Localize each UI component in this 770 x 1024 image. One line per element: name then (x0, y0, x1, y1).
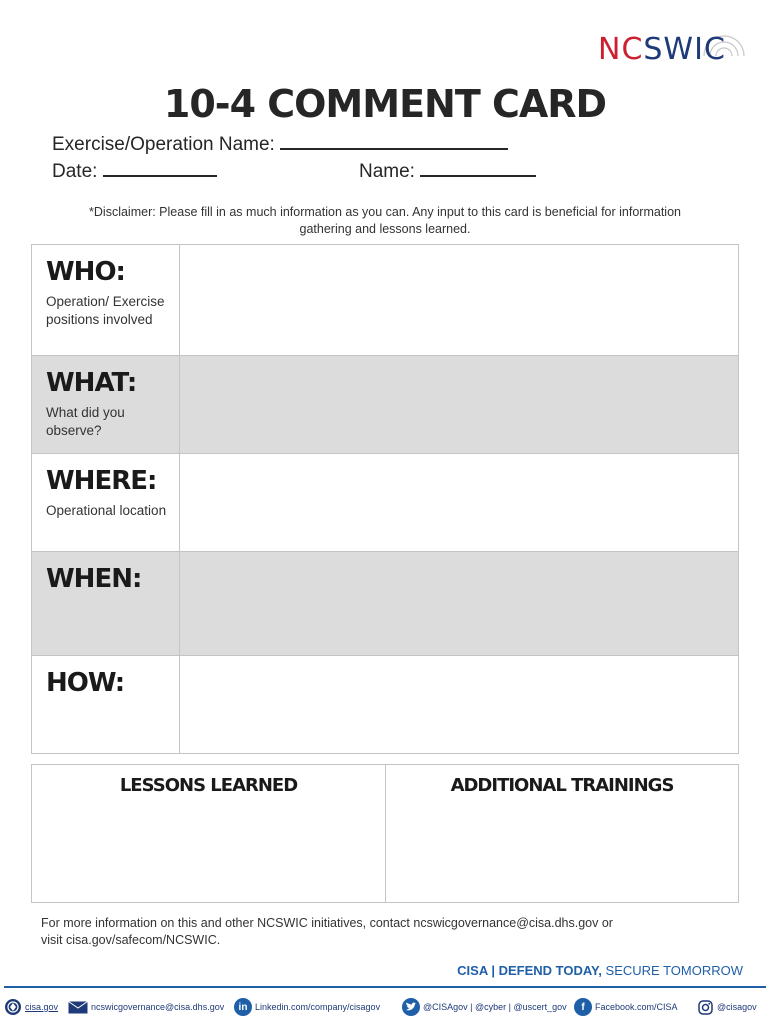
row-heading: WHAT: (46, 368, 137, 398)
exercise-name-blank[interactable] (280, 134, 508, 150)
row-subtext: What did you observe? (46, 405, 125, 438)
exercise-name-label: Exercise/Operation Name: (52, 134, 275, 155)
more-info-text: For more information on this and other NCSWIC initiatives, contact ncswicgovernance@cisa.dhs.gov or visit cisa.gov/safecom/NCSWIC. (41, 916, 613, 947)
lessons-learned-heading: LESSONS LEARNED (119, 775, 298, 796)
twitter-bird-icon (402, 998, 420, 1016)
cisa-seal-icon (4, 998, 22, 1016)
additional-trainings-cell[interactable] (386, 765, 738, 902)
row-how-label-cell (32, 656, 180, 753)
date-blank[interactable] (103, 161, 217, 177)
footer-site-link[interactable]: cisa.gov (4, 996, 58, 1018)
footer-facebook-link[interactable]: f Facebook.com/CISA (574, 996, 678, 1018)
footer-email-link[interactable]: ncswicgovernance@cisa.dhs.gov (68, 996, 224, 1018)
ncswic-logo (598, 26, 758, 76)
additional-trainings-heading: ADDITIONAL TRAININGS (450, 775, 674, 796)
exercise-name-field (52, 134, 508, 156)
logo-wordmark: NCSWIC (598, 32, 726, 67)
date-field (52, 161, 217, 183)
row-how (32, 656, 738, 753)
footer-linkedin-link[interactable]: in Linkedin.com/company/cisagov (234, 996, 380, 1018)
name-field (359, 161, 536, 183)
row-subtext: Operational location (46, 503, 167, 518)
lessons-trainings-table (31, 764, 739, 903)
row-when-label-cell (32, 552, 180, 655)
row-where-label-cell (32, 454, 180, 551)
row-heading: WHERE: (46, 466, 157, 496)
date-label: Date: (52, 161, 98, 182)
how-answer-cell[interactable] (180, 656, 738, 753)
envelope-icon (68, 1001, 88, 1014)
row-subtext: Operation/ Exercise positions involved (46, 294, 165, 327)
who-answer-cell[interactable] (180, 245, 738, 355)
page-title: 10-4 COMMENT CARD (163, 82, 607, 126)
facebook-icon: f (574, 998, 592, 1016)
footer-divider (4, 986, 766, 988)
footer-twitter-link[interactable]: @CISAgov | @cyber | @uscert_gov (402, 996, 567, 1018)
cisa-tagline: CISA | DEFEND TODAY, SECURE TOMORROW (457, 963, 743, 978)
row-what-label-cell (32, 356, 180, 453)
name-label: Name: (359, 161, 415, 182)
instagram-icon (696, 998, 714, 1016)
footer (4, 996, 766, 1018)
row-heading: HOW: (46, 668, 125, 698)
what-answer-cell[interactable] (180, 356, 738, 453)
row-who-label-cell (32, 245, 180, 355)
row-who (32, 245, 738, 356)
row-where (32, 454, 738, 552)
where-answer-cell[interactable] (180, 454, 738, 551)
footer-instagram-link[interactable]: @cisagov (696, 996, 757, 1018)
when-answer-cell[interactable] (180, 552, 738, 655)
row-heading: WHO: (46, 257, 125, 287)
row-heading: WHEN: (46, 564, 142, 594)
row-what (32, 356, 738, 454)
row-when (32, 552, 738, 656)
comment-table (31, 244, 739, 754)
linkedin-icon: in (234, 998, 252, 1016)
disclaimer: *Disclaimer: Please fill in as much information as you can. Any input to this card is beneficial for information gathering and lessons learned. (89, 205, 681, 236)
lessons-learned-cell[interactable] (32, 765, 386, 902)
name-blank[interactable] (420, 161, 536, 177)
